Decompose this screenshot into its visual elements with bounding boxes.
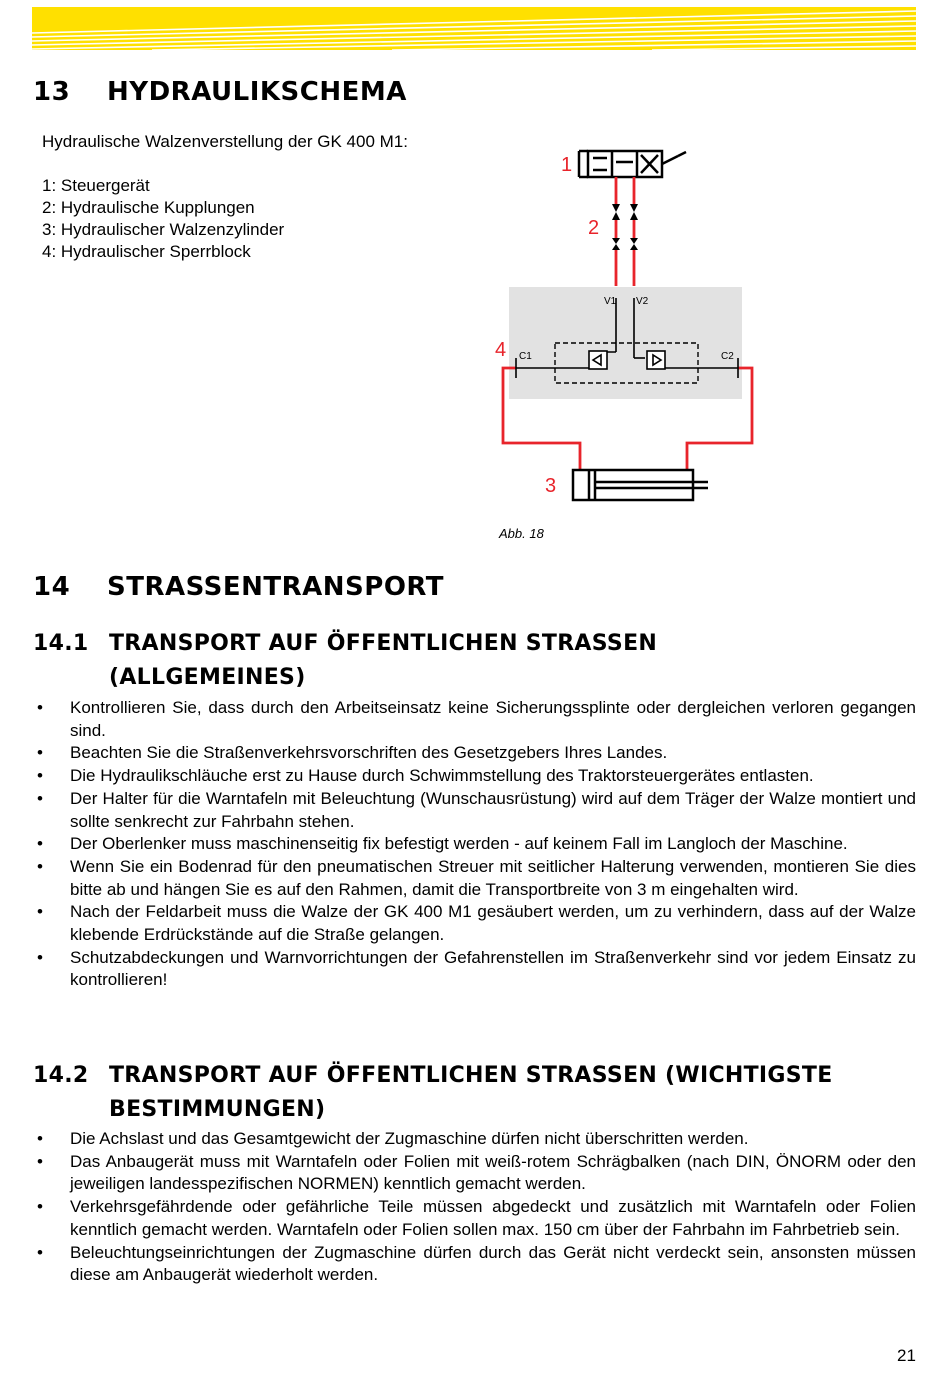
list-item: • Das Anbaugerät muss mit Warntafeln oder Folien mit weiß-rotem Schrägbalken (nach DIN, ÖNORM oder den jeweiligen landesspezifischen NORMEN) kenntlich gemacht werden.	[33, 1151, 916, 1196]
legend-item: 1: Steuergerät	[42, 176, 150, 195]
subsection-number: 14.1	[33, 631, 89, 656]
section-title: HYDRAULIKSCHEMA	[107, 77, 407, 107]
label-3: 3	[545, 475, 557, 497]
port-v2: V2	[636, 296, 649, 307]
hydraulic-schematic	[495, 138, 765, 518]
legend-item: 3: Hydraulischer Walzenzylinder	[42, 220, 285, 239]
list-item: • Beachten Sie die Straßenverkehrsvorschriften des Gesetzgebers Ihres Landes.	[33, 742, 916, 765]
cylinder-icon	[573, 470, 708, 500]
section-number: 13	[33, 77, 71, 107]
control-valve-icon	[579, 151, 686, 177]
header-banner	[32, 7, 916, 50]
sperrblock-area	[509, 287, 742, 399]
key-regulations-list	[33, 1128, 916, 1287]
label-4: 4	[495, 339, 507, 361]
list-item: • Wenn Sie ein Bodenrad für den pneumatischen Streuer mit seitlicher Halterung verwenden, montieren Sie dies bitte ab und hängen Sie es auf den Rahmen, damit die Transportbreite von 3 m eingehalten wird.	[33, 856, 916, 901]
label-2: 2	[588, 217, 600, 239]
list-item: • Der Oberlenker muss maschinenseitig fix befestigt werden - auf keinem Fall im Langloch der Maschine.	[33, 833, 916, 856]
list-item: • Verkehrsgefährdende oder gefährliche Teile müssen abgedeckt und zusätzlich mit Warntafeln oder Folien kenntlich gemacht werden. Warntafeln oder Folien sollen max. 150 cm über der Fahrbahn im Fahrbetrieb sein.	[33, 1196, 916, 1241]
list-item: • Nach der Feldarbeit muss die Walze der GK 400 M1 gesäubert werden, um zu verhindern, dass auf der Walze klebende Erdrückstände auf die Straße gelangen.	[33, 901, 916, 946]
list-item: • Schutzabdeckungen und Warnvorrichtungen der Gefahrenstellen im Straßenverkehr sind vor jedem Einsatz zu kontrollieren!	[33, 947, 916, 992]
section-14-1-heading	[33, 627, 753, 695]
list-item: • Kontrollieren Sie, dass durch den Arbeitseinsatz keine Sicherungssplinte oder dergleichen verloren gegangen sind.	[33, 697, 916, 742]
port-c1: C1	[519, 351, 532, 362]
section-14-heading	[33, 572, 444, 602]
list-item: • Die Achslast und das Gesamtgewicht der Zugmaschine dürfen nicht überschritten werden.	[33, 1128, 916, 1151]
hydraulic-intro	[42, 131, 408, 263]
figure-caption: Abb. 18	[499, 526, 544, 541]
section-13-heading	[33, 77, 407, 107]
section-14-2-heading	[33, 1059, 916, 1127]
legend-item: 2: Hydraulische Kupplungen	[42, 198, 255, 217]
list-item: • Die Hydraulikschläuche erst zu Hause durch Schwimmstellung des Traktorsteuergerätes entlasten.	[33, 765, 916, 788]
intro-text: Hydraulische Walzenverstellung der GK 400 M1:	[42, 132, 408, 151]
section-number: 14	[33, 572, 71, 602]
subsection-title: TRANSPORT AUF ÖFFENTLICHEN STRASSEN (WICHTIGSTE BESTIMMUNGEN)	[109, 1063, 833, 1122]
subsection-title: TRANSPORT AUF ÖFFENTLICHEN STRASSEN (ALLGEMEINES)	[109, 631, 658, 690]
legend-item: 4: Hydraulischer Sperrblock	[42, 242, 251, 261]
page-number: 21	[897, 1346, 916, 1365]
list-item: • Beleuchtungseinrichtungen der Zugmaschine dürfen durch das Gerät nicht verdeckt sein, ansonsten müssen diese am Anbaugerät wiederholt werden.	[33, 1242, 916, 1287]
port-c2: C2	[721, 351, 734, 362]
general-transport-list	[33, 697, 916, 992]
list-item: • Der Halter für die Warntafeln mit Beleuchtung (Wunschausrüstung) wird auf dem Träger der Walze montiert und sollte senkrecht zur Fahrbahn stehen.	[33, 788, 916, 833]
subsection-number: 14.2	[33, 1063, 89, 1088]
label-1: 1	[561, 154, 573, 176]
section-title: STRASSENTRANSPORT	[107, 572, 445, 602]
port-v1: V1	[604, 296, 617, 307]
